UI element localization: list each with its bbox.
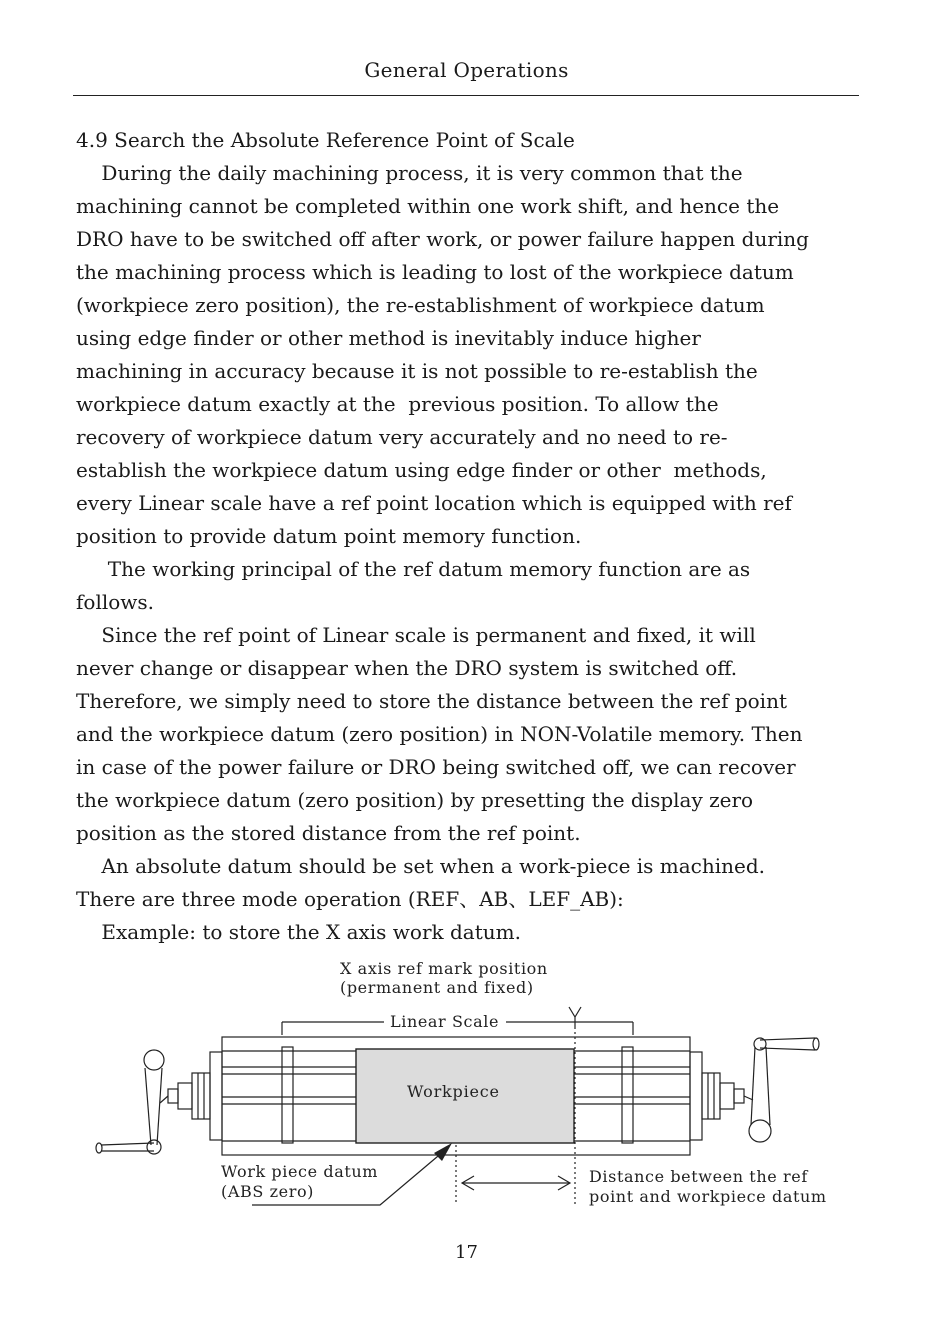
right-handwheel-knob — [749, 1120, 771, 1142]
left-handle — [96, 1143, 102, 1153]
body-line: the machining process which is leading to lost of the workpiece datum — [76, 260, 794, 284]
left-handwheel-knob — [144, 1050, 164, 1070]
body-line: DRO have to be switched off after work, or power failure happen during — [76, 227, 809, 251]
body-line: The working principal of the ref datum memory function are as — [76, 557, 751, 581]
section-body — [76, 124, 866, 949]
left-end-block — [210, 1052, 222, 1140]
body-line: every Linear scale have a ref point location which is equipped with ref — [76, 491, 792, 515]
scale-diagram — [0, 955, 933, 1215]
header-rule — [73, 95, 859, 96]
body-line: position as the stored distance from the ref point. — [76, 821, 581, 845]
body-line: position to provide datum point memory function. — [76, 524, 582, 548]
body-line: never change or disappear when the DRO system is switched off. — [76, 656, 738, 680]
body-line: Example: to store the X axis work datum. — [76, 920, 521, 944]
body-line: follows. — [76, 590, 155, 614]
body-line: During the daily machining process, it is very common that the — [76, 161, 743, 185]
datum-label-line1: Work piece datum — [221, 1162, 379, 1181]
ref-mark-label-line2: (permanent and fixed) — [340, 978, 534, 997]
section-heading: 4.9 Search the Absolute Reference Point of Scale — [76, 128, 575, 152]
body-line: using edge finder or other method is inevitably induce higher — [76, 326, 701, 350]
scale-diagram-svg — [0, 955, 933, 1215]
body-line: workpiece datum exactly at the previous position. To allow the — [76, 392, 719, 416]
body-line: Therefore, we simply need to store the distance between the ref point — [76, 689, 787, 713]
body-line: and the workpiece datum (zero position) in NON-Volatile memory. Then — [76, 722, 803, 746]
body-line: machining cannot be completed within one work shift, and hence the — [76, 194, 780, 218]
datum-leader-arrowhead — [434, 1143, 452, 1161]
running-header: General Operations — [364, 58, 569, 82]
body-line: the workpiece datum (zero position) by presetting the display zero — [76, 788, 754, 812]
datum-label-line2: (ABS zero) — [221, 1182, 315, 1201]
body-line: (workpiece zero position), the re-establishment of workpiece datum — [76, 293, 765, 317]
left-clamp — [282, 1047, 293, 1143]
linear-scale-label: Linear Scale — [390, 1012, 500, 1031]
body-line: machining in accuracy because it is not possible to re-establish the — [76, 359, 758, 383]
workpiece-label: Workpiece — [407, 1082, 500, 1101]
body-line: in case of the power failure or DRO being switched off, we can recover — [76, 755, 796, 779]
body-line: Since the ref point of Linear scale is permanent and fixed, it will — [76, 623, 756, 647]
right-end-block — [690, 1052, 702, 1140]
page-number: 17 — [455, 1242, 478, 1263]
right-handle — [813, 1038, 819, 1050]
body-line: recovery of workpiece datum very accurately and no need to re- — [76, 425, 728, 449]
right-clamp — [622, 1047, 633, 1143]
left-handwheel-arm — [145, 1068, 151, 1145]
right-handwheel-arm — [751, 1047, 755, 1125]
body-line: establish the workpiece datum using edge finder or other methods, — [76, 458, 767, 482]
ref-mark-symbol — [569, 1007, 575, 1017]
distance-label-line2: point and workpiece datum — [589, 1187, 827, 1206]
body-line: There are three mode operation (REF、AB、LEF_AB): — [76, 887, 624, 911]
distance-label-line1: Distance between the ref — [589, 1167, 808, 1186]
ref-mark-label-line1: X axis ref mark position — [340, 959, 548, 978]
body-line: An absolute datum should be set when a work-piece is machined. — [76, 854, 766, 878]
